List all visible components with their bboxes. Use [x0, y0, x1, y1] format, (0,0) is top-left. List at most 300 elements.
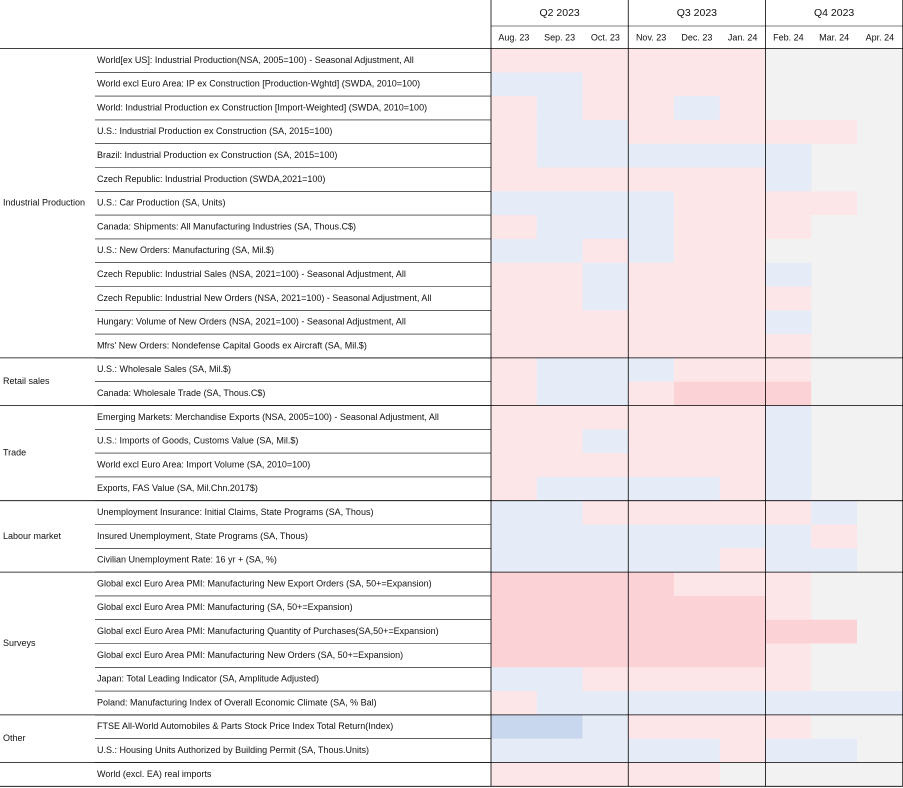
row-label: FTSE All-World Automobiles & Parts Stock Price Index Total Return(Index)	[97, 721, 394, 732]
column-label: Apr. 24	[865, 32, 895, 43]
heatmap-cell	[583, 144, 629, 168]
heatmap-cell	[491, 763, 537, 787]
heatmap-cell	[491, 691, 537, 715]
heatmap-cell	[766, 572, 812, 596]
heatmap-cell	[811, 215, 857, 239]
heatmap-cell	[811, 382, 857, 406]
row-label: World: Industrial Production ex Construction [Import-Weighted] (SWDA, 2010=100)	[97, 102, 428, 113]
heatmap-cell	[628, 596, 674, 620]
heatmap-cell	[674, 382, 720, 406]
heatmap-cell	[811, 72, 857, 96]
heatmap-cell	[537, 382, 583, 406]
heatmap-cell	[857, 525, 903, 549]
heatmap-cell	[583, 334, 629, 358]
heatmap-cell	[811, 596, 857, 620]
heatmap-cell	[857, 477, 903, 501]
heatmap-cell	[766, 334, 812, 358]
heatmap-cell	[674, 715, 720, 739]
heatmap-cell	[537, 429, 583, 453]
heatmap-cell	[583, 572, 629, 596]
row-label: Czech Republic: Industrial New Orders (NSA, 2021=100) - Seasonal Adjustment, All	[97, 292, 432, 303]
heatmap-cell	[674, 358, 720, 382]
heatmap-cell	[720, 501, 766, 525]
group-label: Trade	[3, 447, 27, 458]
heatmap-cell	[491, 596, 537, 620]
heatmap-cell	[583, 429, 629, 453]
heatmap-cell	[583, 310, 629, 334]
heatmap-cell	[674, 49, 720, 73]
heatmap-cell	[857, 763, 903, 787]
heatmap-cell	[583, 96, 629, 120]
heatmap-cell	[720, 120, 766, 144]
heatmap-cell	[537, 191, 583, 215]
group-label: Retail sales	[3, 376, 50, 387]
heatmap-cell	[857, 310, 903, 334]
heatmap-cell	[720, 358, 766, 382]
quarter-label: Q2 2023	[539, 6, 580, 19]
heatmap-cell	[491, 477, 537, 501]
heatmap-cell	[491, 453, 537, 477]
heatmap-cell	[628, 620, 674, 644]
heatmap-cell	[491, 334, 537, 358]
heatmap-cell	[537, 215, 583, 239]
heatmap-cell	[537, 453, 583, 477]
row-label: Global excl Euro Area PMI: Manufacturing Quantity of Purchases(SA,50+=Expansion)	[97, 625, 439, 636]
heatmap-cell	[628, 263, 674, 287]
heatmap-cell	[766, 429, 812, 453]
heatmap-cell	[491, 215, 537, 239]
column-label: Aug. 23	[498, 32, 530, 43]
heatmap-cell	[811, 144, 857, 168]
heatmap-cell	[811, 620, 857, 644]
heatmap-cell	[674, 239, 720, 263]
heatmap-cell	[811, 310, 857, 334]
heatmap-cell	[491, 144, 537, 168]
heatmap-cell	[720, 429, 766, 453]
row-label: Poland: Manufacturing Index of Overall Economic Climate (SA, % Bal)	[97, 697, 377, 708]
heatmap-cell	[491, 287, 537, 311]
heatmap-cell	[628, 429, 674, 453]
heatmap-cell	[583, 691, 629, 715]
heatmap-cell	[583, 644, 629, 668]
row-label: Global excl Euro Area PMI: Manufacturing New Export Orders (SA, 50+=Expansion)	[97, 578, 432, 589]
heatmap-cell	[491, 644, 537, 668]
heatmap-cell	[537, 239, 583, 263]
heatmap-cell	[583, 548, 629, 572]
heatmap-cell	[537, 144, 583, 168]
heatmap-cell	[628, 501, 674, 525]
heatmap-cell	[537, 691, 583, 715]
heatmap-cell	[583, 49, 629, 73]
heatmap-cell	[537, 477, 583, 501]
heatmap-cell	[583, 525, 629, 549]
heatmap-cell	[583, 382, 629, 406]
heatmap-cell	[491, 120, 537, 144]
heatmap-cell	[491, 739, 537, 763]
heatmap-cell	[857, 548, 903, 572]
heatmap-cell	[857, 72, 903, 96]
heatmap-cell	[674, 477, 720, 501]
heatmap-cell	[674, 501, 720, 525]
row-label: Hungary: Volume of New Orders (NSA, 2021=100) - Seasonal Adjustment, All	[97, 316, 406, 327]
heatmap-cell	[766, 477, 812, 501]
heatmap-cell	[537, 572, 583, 596]
heatmap-cell	[491, 191, 537, 215]
heatmap-cell	[537, 287, 583, 311]
heatmap-cell	[674, 72, 720, 96]
heatmap-cell	[766, 620, 812, 644]
heatmap-cell	[674, 525, 720, 549]
heatmap-cell	[766, 215, 812, 239]
heatmap-cell	[491, 548, 537, 572]
heatmap-cell	[583, 263, 629, 287]
heatmap-cell	[766, 382, 812, 406]
heatmap-cell	[674, 453, 720, 477]
heatmap-cell	[720, 287, 766, 311]
heatmap-cell	[857, 120, 903, 144]
heatmap-cell	[720, 620, 766, 644]
heatmap-cell	[811, 96, 857, 120]
heatmap-cell	[720, 739, 766, 763]
row-label: U.S.: Industrial Production ex Construction (SA, 2015=100)	[97, 126, 333, 137]
heatmap-cell	[720, 763, 766, 787]
heatmap-cell	[766, 168, 812, 192]
heatmap-cell	[491, 382, 537, 406]
quarter-label: Q4 2023	[813, 6, 855, 19]
heatmap-cell	[583, 501, 629, 525]
heatmap-cell	[766, 715, 812, 739]
row-label: Canada: Wholesale Trade (SA, Thous.C$)	[97, 387, 266, 398]
heatmap-cell	[628, 215, 674, 239]
row-label: World excl Euro Area: IP ex Construction [Production-Wghtd] (SWDA, 2010=100)	[97, 78, 421, 89]
heatmap-cell	[674, 191, 720, 215]
heatmap-cell	[491, 525, 537, 549]
heatmap-cell	[720, 382, 766, 406]
heatmap-cell	[811, 239, 857, 263]
heatmap-cell	[720, 715, 766, 739]
heatmap-cell	[857, 358, 903, 382]
heatmap-cell	[628, 144, 674, 168]
heatmap-cell	[583, 215, 629, 239]
heatmap-cell	[857, 715, 903, 739]
heatmap-cell	[674, 667, 720, 691]
heatmap-cell	[674, 644, 720, 668]
heatmap-cell	[720, 691, 766, 715]
column-label: Oct. 23	[590, 32, 620, 43]
heatmap-cell	[720, 96, 766, 120]
heatmap-cell	[857, 96, 903, 120]
column-label: Jan. 24	[727, 32, 758, 43]
row-label: World[ex US]: Industrial Production(NSA, 2005=100) - Seasonal Adjustment, All	[97, 54, 414, 65]
heatmap-cell	[720, 239, 766, 263]
heatmap-cell	[857, 501, 903, 525]
heatmap-cell	[491, 572, 537, 596]
heatmap-cell	[537, 358, 583, 382]
heatmap-cell	[720, 406, 766, 430]
heatmap-cell	[857, 382, 903, 406]
heatmap-cell	[766, 239, 812, 263]
heatmap-cell	[628, 644, 674, 668]
heatmap-cell	[811, 334, 857, 358]
heatmap-cell	[628, 191, 674, 215]
heatmap-cell	[766, 763, 812, 787]
group-label: Labour market	[3, 530, 62, 541]
heatmap-cell	[628, 287, 674, 311]
heatmap-cell	[766, 72, 812, 96]
heatmap-cell	[674, 96, 720, 120]
row-label: U.S.: Housing Units Authorized by Building Permit (SA, Thous.Units)	[97, 744, 369, 755]
column-label: Sep. 23	[544, 32, 576, 43]
heatmap-cell	[720, 310, 766, 334]
heatmap-cell	[537, 310, 583, 334]
heatmap-cell	[628, 382, 674, 406]
heatmap-cell	[537, 49, 583, 73]
heatmap-cell	[583, 168, 629, 192]
heatmap-cell	[674, 739, 720, 763]
heatmap-cell	[674, 691, 720, 715]
heatmap-cell	[811, 168, 857, 192]
heatmap-cell	[537, 644, 583, 668]
heatmap-cell	[720, 263, 766, 287]
column-label: Mar. 24	[819, 32, 850, 43]
heatmap-cell	[766, 358, 812, 382]
heatmap-cell	[857, 406, 903, 430]
heatmap-cell	[811, 548, 857, 572]
heatmap-cell	[811, 429, 857, 453]
heatmap-cell	[720, 667, 766, 691]
heatmap-cell	[857, 739, 903, 763]
heatmap-cell	[811, 263, 857, 287]
heatmap-cell	[583, 72, 629, 96]
heatmap-cell	[811, 453, 857, 477]
heatmap-cell	[628, 239, 674, 263]
heatmap-cell	[537, 525, 583, 549]
row-label: U.S.: New Orders: Manufacturing (SA, Mil.$)	[97, 245, 275, 256]
heatmap-cell	[628, 120, 674, 144]
heatmap-cell	[583, 239, 629, 263]
heatmap-cell	[857, 215, 903, 239]
heatmap-cell	[491, 501, 537, 525]
heatmap-cell	[491, 406, 537, 430]
heatmap-cell	[537, 168, 583, 192]
heatmap-cell	[857, 144, 903, 168]
column-label: Dec. 23	[681, 32, 713, 43]
heatmap-cell	[674, 215, 720, 239]
heatmap-cell	[720, 49, 766, 73]
heatmap-cell	[720, 525, 766, 549]
row-label: U.S.: Car Production (SA, Units)	[97, 197, 226, 208]
heatmap-cell	[674, 406, 720, 430]
heatmap-cell	[811, 477, 857, 501]
heatmap-cell	[811, 667, 857, 691]
row-label: Czech Republic: Industrial Production (SWDA,2021=100)	[97, 173, 326, 184]
row-label: World excl Euro Area: Import Volume (SA, 2010=100)	[97, 459, 311, 470]
group-label: Industrial Production	[3, 197, 86, 208]
heatmap-cell	[628, 715, 674, 739]
heatmap-cell	[674, 763, 720, 787]
row-label: Emerging Markets: Merchandise Exports (NSA, 2005=100) - Seasonal Adjustment, All	[97, 411, 439, 422]
heatmap-cell	[491, 358, 537, 382]
heatmap-cell	[674, 572, 720, 596]
row-label: U.S.: Wholesale Sales (SA, Mil.$)	[97, 364, 232, 375]
heatmap-cell	[720, 644, 766, 668]
row-label: Unemployment Insurance: Initial Claims, State Programs (SA, Thous)	[97, 506, 374, 517]
column-label: Feb. 24	[773, 32, 804, 43]
heatmap-cell	[720, 572, 766, 596]
heatmap-cell	[811, 191, 857, 215]
heatmap-cell	[628, 406, 674, 430]
heatmap-cell	[720, 453, 766, 477]
heatmap-cell	[720, 72, 766, 96]
heatmap-cell	[720, 548, 766, 572]
heatmap-cell	[491, 620, 537, 644]
heatmap-cell	[857, 49, 903, 73]
heatmap-cell	[857, 168, 903, 192]
heatmap-cell	[674, 168, 720, 192]
heatmap-cell	[811, 644, 857, 668]
heatmap-cell	[857, 191, 903, 215]
row-label: Global excl Euro Area PMI: Manufacturing (SA, 50+=Expansion)	[97, 602, 353, 613]
heatmap-cell	[583, 191, 629, 215]
heatmap-cell	[766, 287, 812, 311]
heatmap-cell	[766, 49, 812, 73]
heatmap-cell	[674, 596, 720, 620]
heatmap-cell	[857, 620, 903, 644]
heatmap-cell	[811, 501, 857, 525]
heatmap-cell	[720, 477, 766, 501]
heatmap-cell	[491, 263, 537, 287]
heatmap-cell	[674, 287, 720, 311]
heatmap-cell	[766, 144, 812, 168]
heatmap-cell	[583, 739, 629, 763]
heatmap-cell	[857, 287, 903, 311]
heatmap-cell	[766, 120, 812, 144]
heatmap-cell	[537, 406, 583, 430]
heatmap-cell	[674, 334, 720, 358]
heatmap-cell	[628, 453, 674, 477]
heatmap-cell	[857, 334, 903, 358]
heatmap-cell	[766, 667, 812, 691]
heatmap-cell	[857, 429, 903, 453]
heatmap-cell	[766, 739, 812, 763]
heatmap-cell	[628, 358, 674, 382]
heatmap-cell	[628, 525, 674, 549]
row-label: Brazil: Industrial Production ex Construction (SA, 2015=100)	[97, 149, 338, 160]
quarter-label: Q3 2023	[676, 6, 718, 19]
heatmap-cell	[674, 144, 720, 168]
row-label: Exports, FAS Value (SA, Mil.Chn.2017$)	[97, 483, 258, 494]
heatmap-cell	[491, 429, 537, 453]
heatmap-cell	[766, 525, 812, 549]
heatmap-cell	[811, 715, 857, 739]
heatmap-cell	[583, 358, 629, 382]
heatmap-cell	[537, 548, 583, 572]
heatmap-cell	[537, 667, 583, 691]
row-label: Global excl Euro Area PMI: Manufacturing New Orders (SA, 50+=Expansion)	[97, 649, 404, 660]
heatmap-cell	[583, 596, 629, 620]
heatmap-cell	[628, 667, 674, 691]
heatmap-cell	[537, 739, 583, 763]
heatmap-cell	[720, 596, 766, 620]
heatmap-cell	[628, 477, 674, 501]
heatmap-cell	[537, 596, 583, 620]
heatmap-cell	[766, 191, 812, 215]
heatmap-cell	[628, 72, 674, 96]
heatmap-cell	[857, 644, 903, 668]
heatmap-cell	[811, 763, 857, 787]
heatmap-cell	[537, 334, 583, 358]
group-label: Other	[3, 733, 26, 744]
heatmap-cell	[674, 263, 720, 287]
heatmap-cell	[857, 572, 903, 596]
heatmap-cell	[628, 96, 674, 120]
heatmap-cell	[720, 144, 766, 168]
heatmap-cell	[491, 667, 537, 691]
heatmap-cell	[674, 120, 720, 144]
heatmap-cell	[766, 548, 812, 572]
heatmap-cell	[857, 667, 903, 691]
heatmap-cell	[766, 453, 812, 477]
heatmap-cell	[766, 310, 812, 334]
heatmap-cell	[491, 96, 537, 120]
column-label: Nov. 23	[635, 32, 667, 43]
heatmap-cell	[537, 620, 583, 644]
heatmap-cell	[674, 548, 720, 572]
heatmap-cell	[766, 263, 812, 287]
heatmap-cell	[537, 763, 583, 787]
heatmap-cell	[811, 120, 857, 144]
heatmap-cell	[491, 72, 537, 96]
heatmap-cell	[766, 501, 812, 525]
heatmap-cell	[857, 263, 903, 287]
heatmap-cell	[628, 49, 674, 73]
heatmap-cell	[811, 739, 857, 763]
heatmap-cell	[766, 406, 812, 430]
heatmap-cell	[583, 477, 629, 501]
heatmap-cell	[857, 596, 903, 620]
row-label: U.S.: Imports of Goods, Customs Value (SA, Mil.$)	[97, 435, 299, 446]
group-label: Surveys	[3, 637, 36, 648]
heatmap-cell	[720, 215, 766, 239]
heatmap-cell	[628, 168, 674, 192]
row-label: Civilian Unemployment Rate: 16 yr + (SA, %)	[97, 554, 277, 565]
heatmap-cell	[811, 358, 857, 382]
heatmap-cell	[537, 96, 583, 120]
row-label: Mfrs' New Orders: Nondefense Capital Goods ex Aircraft (SA, Mil.$)	[97, 340, 367, 351]
heatmap-cell	[537, 120, 583, 144]
heatmap-cell	[491, 310, 537, 334]
heatmap-cell	[583, 667, 629, 691]
heatmap-cell	[537, 72, 583, 96]
heatmap-cell	[674, 620, 720, 644]
row-label: Insured Unemployment, State Programs (SA, Thous)	[97, 530, 308, 541]
heatmap-cell	[857, 239, 903, 263]
heatmap-cell	[766, 596, 812, 620]
heatmap-cell	[583, 715, 629, 739]
heatmap-cell	[537, 263, 583, 287]
heatmap-cell	[766, 96, 812, 120]
heatmap-cell	[583, 620, 629, 644]
heatmap-cell	[583, 763, 629, 787]
heatmap-cell	[811, 525, 857, 549]
heatmap-cell	[720, 334, 766, 358]
heatmap-cell	[811, 406, 857, 430]
row-label: World (excl. EA) real imports	[97, 768, 212, 779]
heatmap-cell	[628, 739, 674, 763]
heatmap-cell	[628, 691, 674, 715]
heatmap-cell	[811, 287, 857, 311]
row-label: Canada: Shipments: All Manufacturing Industries (SA, Thous.C$)	[97, 221, 356, 232]
